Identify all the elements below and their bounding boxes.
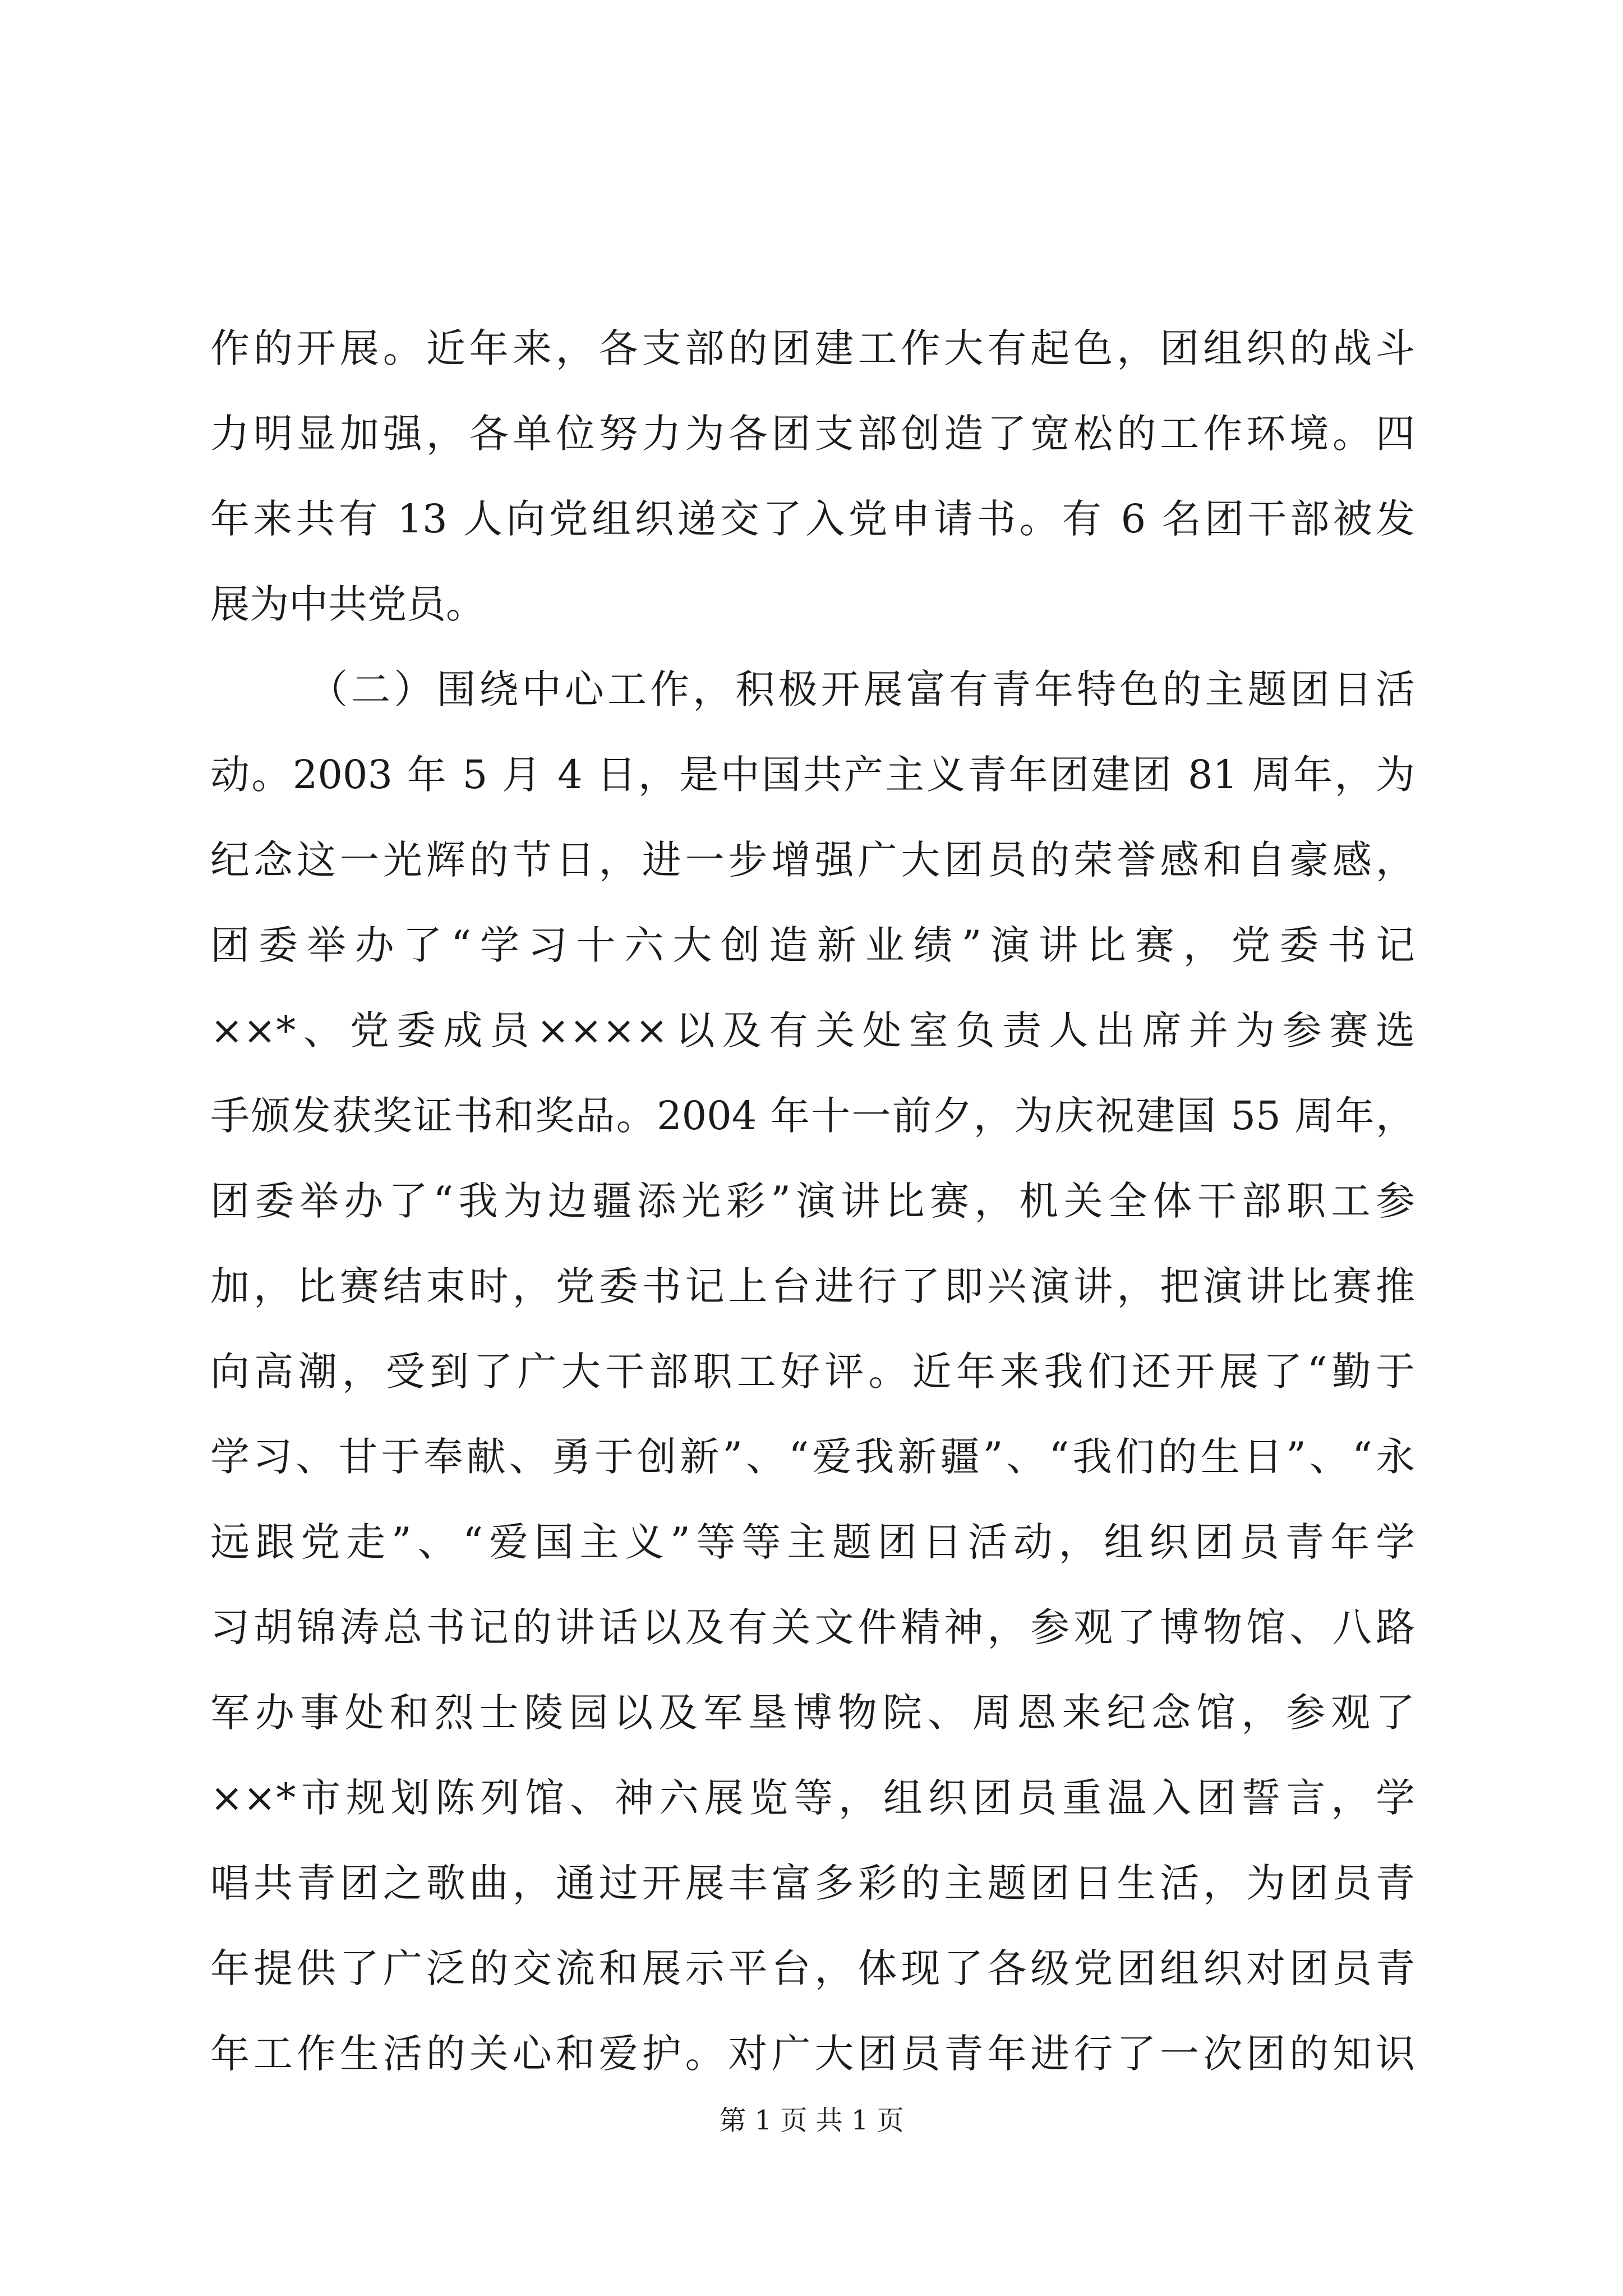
text-line: 习胡锦涛总书记的讲话以及有关文件精神，参观了博物馆、八路 <box>210 1604 1415 1650</box>
text-line: 年提供了广泛的交流和展示平台，体现了各级党团组织对团员青 <box>210 1945 1415 1991</box>
text-line: 远跟党走”、“爱国主义”等等主题团日活动，组织团员青年学 <box>210 1519 1415 1565</box>
text-line: 学习、甘于奉献、勇于创新”、“爱我新疆”、“我们的生日”、“永 <box>210 1434 1415 1480</box>
text-line: 作的开展。近年来，各支部的团建工作大有起色，团组织的战斗 <box>210 325 1415 371</box>
text-line: 展为中共党员。 <box>210 581 485 627</box>
text-line: ××*市规划陈列馆、神六展览等，组织团员重温入团誓言，学 <box>210 1775 1415 1821</box>
body-text <box>210 306 1415 2096</box>
text-line: ××*、党委成员××××以及有关处室负责人出席并为参赛选 <box>210 1007 1415 1053</box>
text-line: 军办事处和烈士陵园以及军垦博物院、周恩来纪念馆，参观了 <box>210 1690 1415 1736</box>
text-line: 动。2003 年 5 月 4 日，是中国共产主义青年团建团 81 周年，为 <box>210 752 1415 798</box>
text-line: 力明显加强，各单位努力为各团支部创造了宽松的工作环境。四 <box>210 411 1415 457</box>
text-line: 年工作生活的关心和爱护。对广大团员青年进行了一次团的知识 <box>210 2031 1415 2077</box>
page-number-footer: 第 1 页 共 1 页 <box>719 2105 904 2136</box>
text-line: 团委举办了“我为边疆添光彩”演讲比赛，机关全体干部职工参 <box>210 1178 1415 1224</box>
text-line: 唱共青团之歌曲，通过开展丰富多彩的主题团日生活，为团员青 <box>210 1860 1415 1906</box>
text-line: 加，比赛结束时，党委书记上台进行了即兴演讲，把演讲比赛推 <box>210 1263 1415 1309</box>
text-line: 年来共有 13 人向党组织递交了入党申请书。有 6 名团干部被发 <box>210 496 1415 542</box>
text-line: 团委举办了“学习十六大创造新业绩”演讲比赛，党委书记 <box>210 922 1415 968</box>
text-line: 手颁发获奖证书和奖品。2004 年十一前夕，为庆祝建国 55 周年， <box>210 1093 1415 1139</box>
text-line: 向高潮，受到了广大干部职工好评。近年来我们还开展了“勤于 <box>210 1349 1415 1395</box>
text-line: 纪念这一光辉的节日，进一步增强广大团员的荣誉感和自豪感， <box>210 837 1415 883</box>
text-line: （二）围绕中心工作，积极开展富有青年特色的主题团日活 <box>308 666 1415 712</box>
